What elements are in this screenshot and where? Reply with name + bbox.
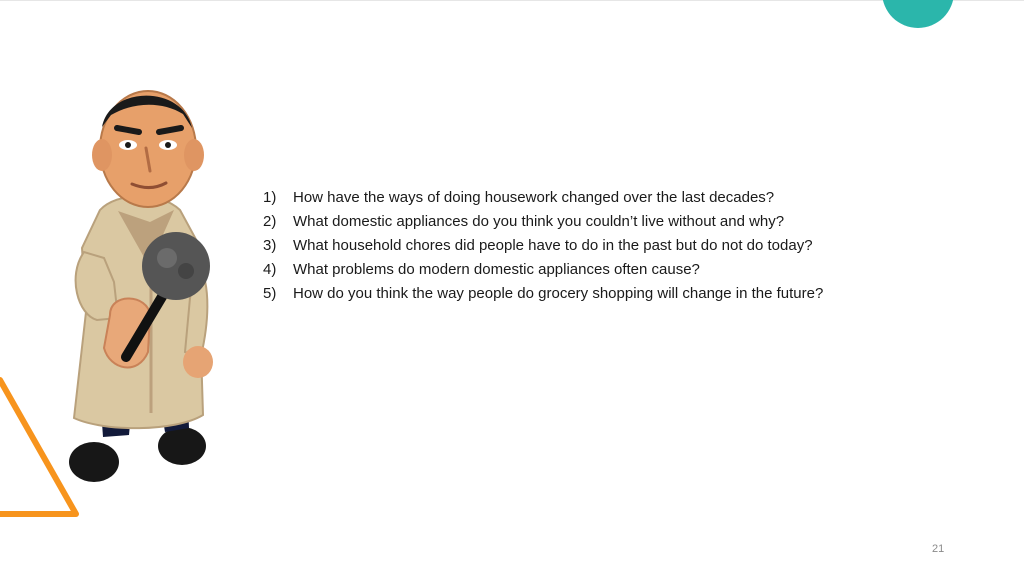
question-number: 3) [263, 237, 277, 254]
question-number: 1) [263, 189, 277, 206]
question-text: What domestic appliances do you think you couldn’t live without and why? [293, 213, 785, 230]
page-number: 21 [932, 543, 945, 555]
question-text: How do you think the way people do grocery shopping will change in the future? [293, 285, 824, 302]
question-text: What household chores did people have to do in the past but do not do today? [293, 237, 813, 254]
slide-top-border [0, 0, 1024, 1]
discussion-question-list [263, 186, 823, 306]
teal-circle-decoration [882, 0, 954, 28]
question-item [263, 282, 823, 306]
question-text: How have the ways of doing housework changed over the last decades? [293, 189, 775, 206]
question-number: 4) [263, 261, 277, 278]
reporter-character-illustration [62, 80, 232, 492]
question-item [263, 210, 823, 234]
question-number: 2) [263, 213, 277, 230]
question-number: 5) [263, 285, 277, 302]
question-item [263, 258, 823, 282]
question-item [263, 186, 823, 210]
question-text: What problems do modern domestic appliances often cause? [293, 261, 700, 278]
question-item [263, 234, 823, 258]
